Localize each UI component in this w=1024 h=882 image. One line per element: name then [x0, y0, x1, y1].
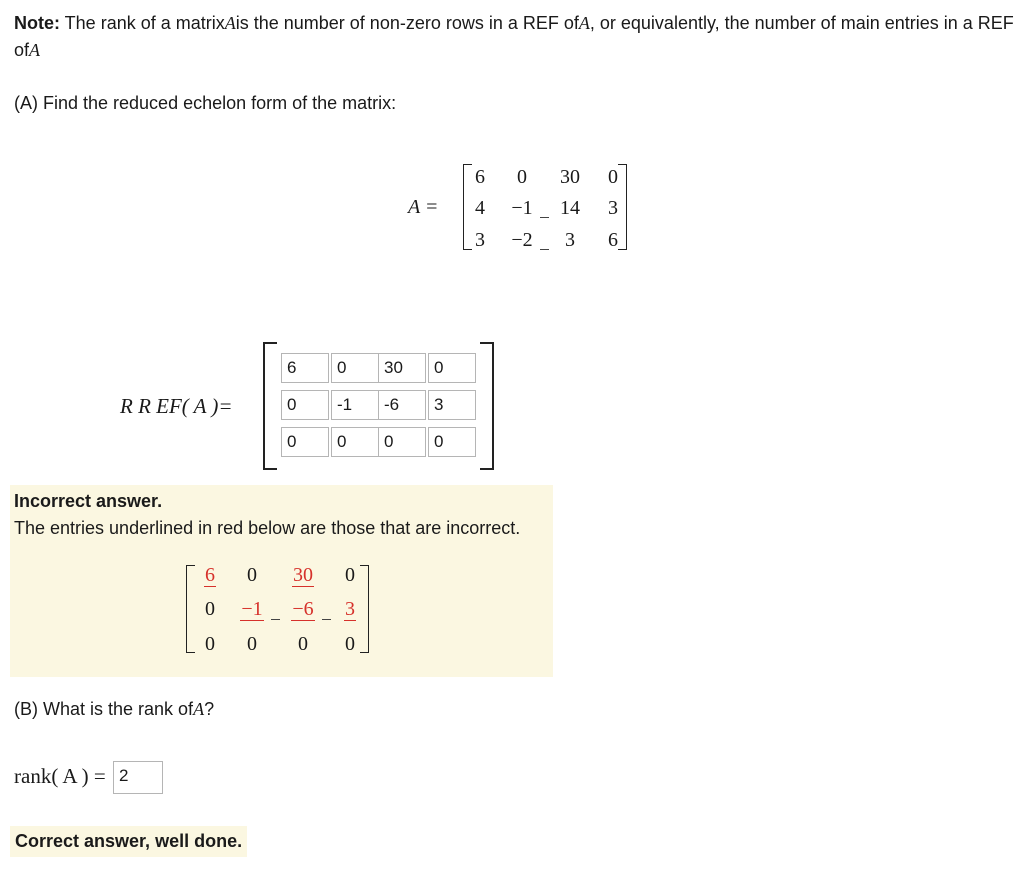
rref-input-r1c4[interactable]: 0 — [428, 353, 476, 383]
matrix-a-cell: 30 — [560, 166, 580, 188]
note-text-1: The rank of a matrix — [60, 13, 225, 33]
matrix-a-cell: 14 — [560, 197, 580, 219]
feedback-cell: 0 — [247, 633, 257, 655]
feedback-matrix-separator — [322, 619, 331, 620]
matrix-a-separator — [540, 249, 549, 250]
matrix-a-cell: 0 — [608, 166, 618, 188]
matrix-a-cell: −1 — [511, 197, 533, 219]
rref-input-r2c3[interactable]: -6 — [378, 390, 426, 420]
feedback-panel — [10, 485, 553, 677]
feedback-text: The entries underlined in red below are those that are incorrect. — [14, 518, 521, 538]
rref-input-r1c2[interactable]: 0 — [331, 353, 379, 383]
feedback-cell: 0 — [205, 598, 215, 620]
matrix-a-cell: 6 — [608, 229, 618, 251]
feedback-cell: 0 — [247, 564, 257, 586]
feedback-cell: 0 — [298, 633, 308, 655]
correct-answer-banner: Correct answer, well done. — [10, 826, 247, 857]
feedback-cell: 0 — [345, 633, 355, 655]
feedback-cell-incorrect: 30 — [293, 564, 313, 586]
rref-input-r2c1[interactable]: 0 — [281, 390, 329, 420]
part-b-qmark: ? — [204, 699, 215, 719]
matrix-a-cell: −2 — [511, 229, 533, 251]
matrix-a-cell: 3 — [608, 197, 618, 219]
matrix-a-cell: 3 — [565, 229, 575, 251]
part-b-text: (B) What is the rank of — [14, 699, 194, 719]
note-paragraph — [14, 10, 1014, 64]
rref-input-r3c2[interactable]: 0 — [331, 427, 379, 457]
note-text-3: , or equivalently, the number of main entries in a REF of — [14, 13, 1014, 60]
rref-input-r2c4[interactable]: 3 — [428, 390, 476, 420]
note-math-2: A — [578, 13, 590, 33]
rref-input-r1c1[interactable]: 6 — [281, 353, 329, 383]
feedback-cell-incorrect: −1 — [241, 598, 263, 620]
matrix-a-cell: 4 — [475, 197, 485, 219]
note-text-2: is the number of non-zero rows in a REF of — [235, 13, 579, 33]
feedback-cell: 0 — [345, 564, 355, 586]
feedback-cell-incorrect: −6 — [292, 598, 314, 620]
feedback-matrix — [186, 561, 376, 657]
matrix-a-cell: 0 — [517, 166, 527, 188]
rank-label: rank( A ) = — [14, 764, 106, 788]
part-b-prompt — [14, 699, 214, 720]
feedback-cell-incorrect: 6 — [205, 564, 215, 586]
feedback-title: Incorrect answer. — [14, 491, 163, 511]
part-a-prompt: (A) Find the reduced echelon form of the matrix: — [14, 93, 397, 113]
rref-input-r3c1[interactable]: 0 — [281, 427, 329, 457]
part-b-math: A — [193, 699, 205, 719]
rref-left-bracket — [263, 342, 277, 470]
feedback-matrix-separator — [271, 619, 280, 620]
rref-input-r1c3[interactable]: 30 — [378, 353, 426, 383]
matrix-a-label: A = — [408, 196, 439, 218]
note-math-1: A — [224, 13, 236, 33]
matrix-a — [408, 160, 638, 252]
note-label: Note: — [14, 13, 60, 33]
rank-input[interactable] — [113, 761, 163, 794]
rref-input-r3c3[interactable]: 0 — [378, 427, 426, 457]
rref-label: R R EF( A )= — [120, 394, 233, 418]
matrix-a-cell: 6 — [475, 166, 485, 188]
matrix-a-cell: 3 — [475, 229, 485, 251]
rref-input-r2c2[interactable]: -1 — [331, 390, 379, 420]
rref-input-r3c4[interactable]: 0 — [428, 427, 476, 457]
rref-right-bracket — [480, 342, 494, 470]
matrix-a-separator — [540, 217, 549, 218]
rank-input-value: 2 — [119, 766, 129, 785]
feedback-cell: 0 — [205, 633, 215, 655]
feedback-cell-incorrect: 3 — [345, 598, 355, 620]
note-math-3: A — [29, 40, 41, 60]
